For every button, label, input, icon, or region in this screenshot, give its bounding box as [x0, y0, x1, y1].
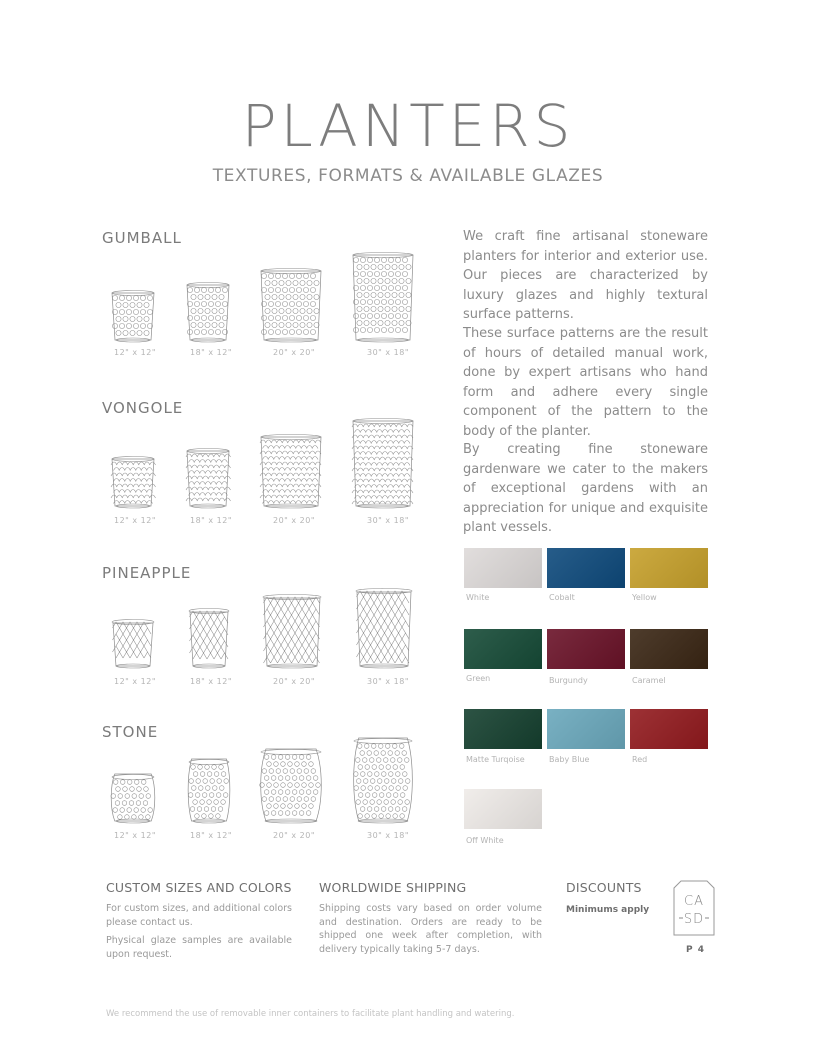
- intro-paragraph: These surface patterns are the result of hours of detailed manual work, done by expert artisans who hand form and adhere every single component of the pattern to the body of the planter.: [463, 326, 708, 439]
- texture-name: STONE: [102, 723, 159, 741]
- planter-drawing: [184, 278, 232, 344]
- glaze-swatch-baby-blue: [547, 709, 625, 749]
- planter-drawing: [186, 755, 232, 825]
- glaze-label: Burgundy: [549, 676, 588, 685]
- shipping-heading: WORLDWIDE SHIPPING: [319, 880, 467, 895]
- page-title: PLANTERS: [241, 92, 575, 160]
- size-label: 20" x 20": [273, 677, 316, 686]
- planter-drawing: [258, 745, 324, 825]
- logo-letters-bottom: SD: [683, 912, 705, 927]
- size-label: 18" x 12": [190, 516, 233, 525]
- page-number: P 4: [686, 945, 705, 955]
- custom-sizes-text: For custom sizes, and additional colors please contact us.: [106, 903, 292, 928]
- glaze-swatch-cobalt: [547, 548, 625, 588]
- glaze-label: Off White: [466, 836, 504, 845]
- glaze-label: White: [466, 593, 490, 602]
- planter-drawing: [186, 604, 232, 670]
- glaze-label: Caramel: [632, 676, 666, 685]
- glaze-swatch-red: [630, 709, 708, 749]
- glaze-label: Cobalt: [549, 593, 575, 602]
- size-label: 12" x 12": [114, 516, 157, 525]
- page-subtitle: TEXTURES, FORMATS & AVAILABLE GLAZES: [212, 166, 604, 186]
- planter-row: [100, 410, 430, 510]
- logo-letters-top: CA: [684, 894, 704, 909]
- glaze-label: Baby Blue: [549, 755, 590, 764]
- size-label: 30" x 18": [367, 677, 410, 686]
- size-label: 12" x 12": [114, 831, 157, 840]
- shipping-text: Shipping costs vary based on order volume and destination. Orders are ready to be shipped one week after completion, with delivery typically taking 5-7 days.: [319, 903, 542, 955]
- size-label: 18" x 12": [190, 677, 233, 686]
- planter-drawing: [184, 444, 232, 510]
- planter-drawing: [258, 264, 324, 344]
- planter-drawing: [350, 414, 416, 510]
- size-label: 20" x 20": [273, 831, 316, 840]
- planter-drawing: [350, 248, 416, 344]
- size-label: 20" x 20": [273, 348, 316, 357]
- custom-sizes-heading: CUSTOM SIZES AND COLORS: [106, 880, 292, 895]
- size-label: 12" x 12": [114, 677, 157, 686]
- glaze-swatch-caramel: [630, 629, 708, 669]
- planter-drawing: [260, 590, 324, 670]
- size-label: 30" x 18": [367, 348, 410, 357]
- size-label: 20" x 20": [273, 516, 316, 525]
- texture-name: PINEAPPLE: [102, 564, 192, 582]
- glaze-label: Red: [632, 755, 648, 764]
- glaze-label: Yellow: [632, 593, 657, 602]
- discounts-heading: DISCOUNTS: [566, 880, 642, 895]
- planter-row: [100, 578, 430, 670]
- glaze-swatch-burgundy: [547, 629, 625, 669]
- planter-drawing: [353, 584, 415, 670]
- glaze-swatch-yellow: [630, 548, 708, 588]
- planter-row: [100, 244, 430, 344]
- intro-paragraph: By creating fine stoneware gardenware we cater to the makers of exceptional gardens with an appreciation for unique and exquisite plant vessels.: [463, 442, 708, 535]
- size-label: 18" x 12": [190, 831, 233, 840]
- glaze-label: Green: [466, 674, 491, 683]
- planter-drawing: [351, 734, 415, 825]
- size-label: 18" x 12": [190, 348, 233, 357]
- planter-row: [100, 732, 430, 825]
- planter-drawing: [109, 452, 157, 510]
- planter-drawing: [258, 430, 324, 510]
- planter-drawing: [109, 615, 157, 670]
- glaze-samples-text: Physical glaze samples are available upon request.: [106, 935, 292, 960]
- size-label: 30" x 18": [367, 516, 410, 525]
- glaze-swatch-green: [464, 629, 542, 669]
- texture-name: VONGOLE: [102, 399, 184, 417]
- glaze-swatch-white: [464, 548, 542, 588]
- size-label: 30" x 18": [367, 831, 410, 840]
- glaze-swatch-off-white: [464, 789, 542, 829]
- planter-drawing: [109, 286, 157, 344]
- planter-drawing: [109, 770, 157, 825]
- glaze-swatch-matte-turquoise: [464, 709, 542, 749]
- glaze-label: Matte Turqoise: [466, 755, 525, 764]
- footer-note: We recommend the use of removable inner containers to facilitate plant handling and watering.: [106, 1009, 515, 1019]
- discounts-text: Minimums apply: [566, 905, 650, 915]
- company-logo: [673, 880, 715, 940]
- size-label: 12" x 12": [114, 348, 157, 357]
- intro-paragraph: We craft fine artisanal stoneware planters for interior and exterior use. Our pieces are characterized by luxury glazes and highly textural surface patterns.: [463, 229, 708, 322]
- texture-name: GUMBALL: [102, 229, 182, 247]
